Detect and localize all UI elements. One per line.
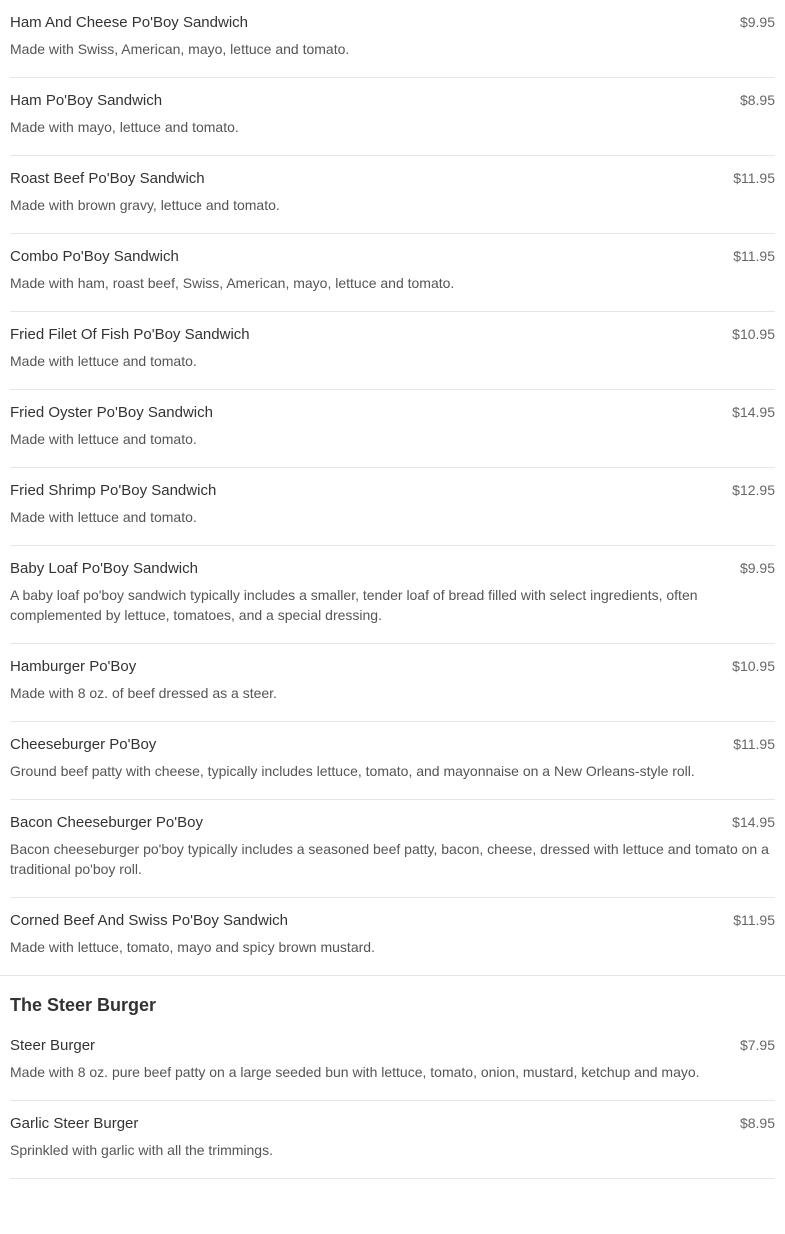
item-name: Ham And Cheese Po'Boy Sandwich bbox=[10, 14, 249, 31]
item-name: Fried Oyster Po'Boy Sandwich bbox=[10, 404, 213, 421]
item-price: $11.95 bbox=[733, 170, 775, 186]
item-price: $10.95 bbox=[732, 326, 775, 342]
item-name: Steer Burger bbox=[10, 1037, 96, 1054]
menu-item[interactable] bbox=[10, 1101, 775, 1179]
item-name: Fried Filet Of Fish Po'Boy Sandwich bbox=[10, 326, 250, 343]
item-name: Roast Beef Po'Boy Sandwich bbox=[10, 170, 205, 187]
item-price: $8.95 bbox=[739, 1115, 775, 1131]
item-price: $14.95 bbox=[732, 404, 775, 420]
item-price: $9.95 bbox=[739, 14, 775, 30]
item-description: Ground beef patty with cheese, typically includes lettuce, tomato, and mayonnaise on a New Orleans-style roll. bbox=[10, 763, 695, 779]
item-description: Made with 8 oz. pure beef patty on a large seeded bun with lettuce, tomato, onion, mustard, ketchup and mayo. bbox=[10, 1064, 700, 1080]
menu-item[interactable] bbox=[10, 156, 775, 234]
item-name: Combo Po'Boy Sandwich bbox=[10, 248, 179, 265]
menu-item[interactable] bbox=[10, 234, 775, 312]
menu-item[interactable] bbox=[10, 800, 775, 898]
item-description: Bacon cheeseburger po'boy typically includes a seasoned beef patty, bacon, cheese, dressed with lettuce and tomato on a traditional po'boy roll. bbox=[10, 841, 769, 877]
item-name: Ham Po'Boy Sandwich bbox=[10, 92, 163, 109]
item-name: Bacon Cheeseburger Po'Boy bbox=[10, 814, 203, 831]
item-description: Made with lettuce and tomato. bbox=[10, 431, 197, 447]
item-price: $10.95 bbox=[732, 658, 775, 674]
item-price: $11.95 bbox=[733, 248, 775, 264]
menu-item[interactable] bbox=[10, 390, 775, 468]
menu-item[interactable] bbox=[10, 0, 775, 78]
menu-section-steer-burger bbox=[0, 975, 785, 1179]
item-name: Cheeseburger Po'Boy bbox=[10, 736, 157, 753]
item-name: Garlic Steer Burger bbox=[10, 1115, 139, 1132]
item-description: A baby loaf po'boy sandwich typically includes a smaller, tender loaf of bread filled with select ingredients, often complemented by lettuce, tomatoes, and a special dressing. bbox=[10, 587, 698, 623]
item-name: Fried Shrimp Po'Boy Sandwich bbox=[10, 482, 217, 499]
menu-item[interactable] bbox=[10, 312, 775, 390]
item-price: $11.95 bbox=[733, 912, 775, 928]
menu-item[interactable] bbox=[10, 1023, 775, 1101]
item-price: $11.95 bbox=[733, 736, 775, 752]
menu-item[interactable] bbox=[10, 468, 775, 546]
menu-item[interactable] bbox=[10, 644, 775, 722]
menu-item[interactable] bbox=[10, 78, 775, 156]
item-name: Hamburger Po'Boy bbox=[10, 658, 137, 675]
item-description: Made with lettuce and tomato. bbox=[10, 509, 197, 525]
item-price: $9.95 bbox=[739, 560, 775, 576]
item-description: Made with ham, roast beef, Swiss, American, mayo, lettuce and tomato. bbox=[10, 275, 455, 291]
item-description: Made with lettuce and tomato. bbox=[10, 353, 197, 369]
menu-item[interactable] bbox=[10, 722, 775, 800]
menu-item[interactable] bbox=[10, 898, 775, 975]
item-price: $12.95 bbox=[732, 482, 775, 498]
item-description: Made with mayo, lettuce and tomato. bbox=[10, 119, 239, 135]
item-description: Sprinkled with garlic with all the trimmings. bbox=[10, 1142, 273, 1158]
item-description: Made with Swiss, American, mayo, lettuce and tomato. bbox=[10, 41, 350, 57]
item-price: $14.95 bbox=[732, 814, 775, 830]
item-description: Made with 8 oz. of beef dressed as a steer. bbox=[10, 685, 277, 701]
item-description: Made with brown gravy, lettuce and tomato. bbox=[10, 197, 280, 213]
item-name: Corned Beef And Swiss Po'Boy Sandwich bbox=[10, 912, 289, 929]
item-price: $7.95 bbox=[739, 1037, 775, 1053]
item-name: Baby Loaf Po'Boy Sandwich bbox=[10, 560, 198, 577]
item-description: Made with lettuce, tomato, mayo and spicy brown mustard. bbox=[10, 939, 375, 955]
menu-item[interactable] bbox=[10, 546, 775, 644]
section-title: The Steer Burger bbox=[10, 995, 157, 1015]
item-price: $8.95 bbox=[739, 92, 775, 108]
